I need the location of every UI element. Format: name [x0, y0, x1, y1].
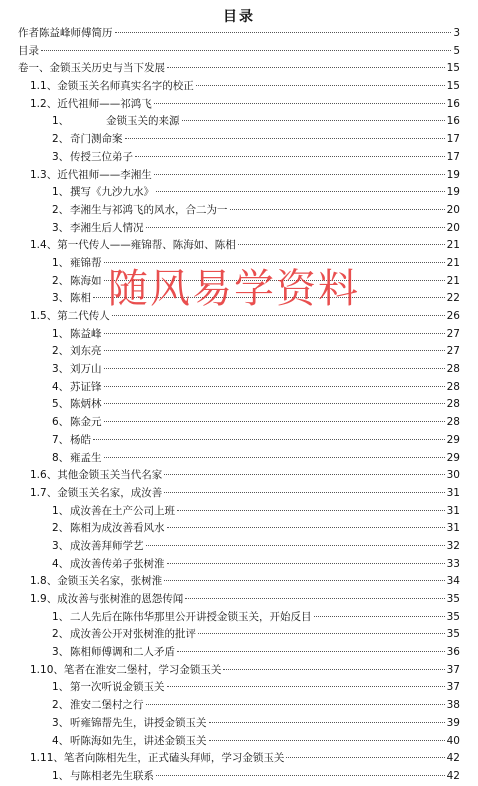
- toc-entry-page: 28: [446, 380, 460, 393]
- toc-entry[interactable]: [0, 697, 478, 715]
- table-of-contents: [0, 25, 478, 786]
- dot-leader: [104, 457, 445, 458]
- toc-entry[interactable]: [0, 733, 478, 751]
- dot-leader: [104, 368, 445, 369]
- toc-entry-number: 5、: [52, 398, 70, 411]
- toc-entry-number: 3、: [52, 363, 70, 376]
- toc-entry[interactable]: [0, 96, 478, 114]
- toc-entry[interactable]: [0, 591, 478, 609]
- dot-leader: [209, 722, 445, 723]
- dot-leader: [154, 103, 445, 104]
- toc-entry-title: 成汝善拜师学艺: [70, 539, 144, 552]
- dot-leader: [146, 227, 445, 228]
- dot-leader: [238, 244, 445, 245]
- toc-entry-title: 陈相: [70, 292, 91, 305]
- toc-entry-page: 5: [453, 44, 460, 57]
- toc-entry-page: 19: [446, 168, 460, 181]
- toc-entry[interactable]: [0, 131, 478, 149]
- toc-entry-title: 金锁玉关名家，成汝善: [57, 486, 163, 499]
- toc-entry-title: 卷一、金锁玉关历史与当下发展: [18, 62, 165, 75]
- toc-entry-number: 1.11、: [30, 752, 64, 765]
- toc-entry-page: 31: [446, 486, 460, 499]
- dot-leader: [167, 67, 445, 68]
- toc-entry[interactable]: [0, 43, 478, 61]
- toc-title: 目录: [223, 9, 255, 25]
- toc-entry-title: 目录: [18, 44, 39, 57]
- toc-entry-number: 2、: [52, 699, 70, 712]
- toc-entry-title: 杨皓: [70, 433, 91, 446]
- toc-entry-number: 1.7、: [30, 486, 58, 499]
- toc-entry-title: 李湘生后人情况: [70, 221, 144, 234]
- toc-entry-title: 陈益峰: [70, 327, 102, 340]
- dot-leader: [198, 633, 445, 634]
- toc-entry-title: 第一次听说金锁玉关: [70, 681, 165, 694]
- toc-entry-number: 1.1、: [30, 80, 58, 93]
- dot-leader: [196, 85, 445, 86]
- toc-entry-page: 38: [446, 699, 460, 712]
- toc-entry[interactable]: [0, 220, 478, 238]
- toc-entry-number: 3、: [52, 150, 70, 163]
- toc-entry-page: 28: [446, 363, 460, 376]
- toc-entry-number: 2、: [52, 628, 70, 641]
- toc-entry[interactable]: [0, 60, 478, 78]
- dot-leader: [41, 50, 451, 51]
- toc-entry-title: 李湘生与祁鸿飞的风水，合二为一: [70, 203, 228, 216]
- toc-entry-number: 2、: [52, 133, 70, 146]
- toc-entry[interactable]: [0, 503, 478, 521]
- toc-entry-title: 成汝善与张树淮的恩怨传闻: [57, 593, 184, 605]
- toc-entry-number: 3、: [52, 292, 70, 305]
- toc-entry[interactable]: [0, 113, 478, 131]
- toc-entry-number: 4、: [52, 380, 70, 393]
- toc-entry-page: 30: [446, 469, 460, 482]
- toc-entry-number: 2、: [52, 345, 70, 358]
- toc-entry-title: 近代祖师——祁鸿飞: [57, 97, 152, 110]
- toc-entry[interactable]: [0, 450, 478, 468]
- toc-entry-page: 16: [446, 115, 460, 128]
- dot-leader: [164, 492, 444, 493]
- toc-entry-title: 作者陈益峰师傅简历: [18, 27, 113, 39]
- dot-leader: [182, 120, 445, 121]
- toc-entry-title: 苏证锋: [70, 380, 102, 393]
- toc-entry[interactable]: [0, 343, 478, 361]
- dot-leader: [104, 403, 445, 404]
- toc-entry[interactable]: [0, 485, 478, 503]
- toc-entry-page: 27: [446, 327, 460, 340]
- toc-entry[interactable]: [0, 202, 478, 220]
- toc-entry-page: 20: [446, 221, 460, 234]
- toc-entry[interactable]: [0, 538, 478, 556]
- toc-entry-number: 1.5、: [30, 310, 58, 322]
- toc-entry[interactable]: [0, 556, 478, 574]
- toc-entry-page: 42: [446, 769, 460, 782]
- dot-leader: [156, 191, 445, 192]
- toc-entry-number: 1、: [52, 610, 70, 623]
- toc-entry-page: 26: [446, 310, 460, 322]
- dot-leader: [230, 209, 445, 210]
- dot-leader: [93, 439, 445, 440]
- toc-entry-page: 22: [446, 292, 460, 305]
- toc-entry-title: 淮安二堡村之行: [70, 699, 144, 712]
- dot-leader: [164, 474, 444, 475]
- toc-entry-title: 成汝善传弟子张树淮: [70, 557, 165, 570]
- toc-entry[interactable]: [0, 414, 478, 432]
- toc-entry-title: 陈金元: [70, 416, 102, 429]
- toc-entry-number: 3、: [52, 716, 70, 729]
- toc-entry-page: 33: [446, 557, 460, 570]
- toc-entry[interactable]: [0, 662, 478, 680]
- toc-entry-title: 传授三位弟子: [70, 150, 133, 163]
- toc-entry-page: 28: [446, 398, 460, 411]
- toc-entry-page: 21: [446, 239, 460, 252]
- toc-entry-number: 1.9、: [30, 593, 58, 605]
- toc-entry-title: 与陈相老先生联系: [70, 769, 154, 782]
- toc-entry[interactable]: [0, 467, 478, 485]
- toc-entry-page: 42: [446, 752, 460, 765]
- toc-entry-page: 39: [446, 716, 460, 729]
- toc-entry-number: 8、: [52, 451, 70, 464]
- toc-entry-number: 1、: [52, 186, 70, 199]
- toc-entry-title: 近代祖师——李湘生: [57, 168, 152, 181]
- toc-entry-page: 17: [446, 133, 460, 146]
- toc-entry[interactable]: [0, 361, 478, 379]
- toc-entry-page: 34: [446, 575, 460, 588]
- dot-leader: [112, 315, 445, 316]
- dot-leader: [146, 704, 445, 705]
- dot-leader: [167, 563, 445, 564]
- toc-entry-title: 雍孟生: [70, 451, 102, 464]
- dot-leader: [156, 775, 445, 776]
- toc-entry-page: 35: [446, 628, 460, 641]
- toc-entry-number: 1.4、: [30, 239, 58, 252]
- toc-entry-number: 7、: [52, 433, 70, 446]
- toc-entry-number: 1、: [52, 327, 70, 340]
- toc-entry[interactable]: [0, 626, 478, 644]
- toc-entry-title: 金锁玉关的来源: [106, 115, 180, 128]
- toc-entry[interactable]: [0, 432, 478, 450]
- toc-entry-page: 31: [446, 504, 460, 517]
- toc-entry-title: 第二代传人: [57, 310, 110, 322]
- toc-entry-page: 29: [446, 433, 460, 446]
- toc-entry-number: 1、: [52, 115, 70, 128]
- toc-entry[interactable]: [0, 379, 478, 397]
- toc-entry-page: 20: [446, 203, 460, 216]
- toc-entry[interactable]: [0, 573, 478, 591]
- toc-entry-page: 3: [453, 27, 460, 39]
- toc-entry[interactable]: [0, 750, 478, 768]
- toc-entry-title: 陈相师傅调和二人矛盾: [70, 646, 175, 659]
- dot-leader: [146, 545, 445, 546]
- toc-entry-page: 21: [446, 274, 460, 287]
- toc-entry-title: 奇门测命案: [70, 133, 123, 146]
- toc-entry-title: 金锁玉关名家，张树淮: [57, 575, 163, 588]
- toc-entry-title: 金锁玉关名师真实名字的校正: [57, 80, 194, 93]
- toc-entry-page: 15: [446, 80, 460, 93]
- toc-entry[interactable]: [0, 768, 478, 786]
- toc-entry-number: 4、: [52, 734, 70, 747]
- toc-entry[interactable]: [0, 326, 478, 344]
- toc-entry[interactable]: [0, 679, 478, 697]
- toc-entry-number: 3、: [52, 221, 70, 234]
- toc-entry-number: 1.3、: [30, 168, 58, 181]
- toc-entry-page: 35: [446, 610, 460, 623]
- toc-entry-title: 刘万山: [70, 363, 102, 376]
- toc-entry-title: 笔者向陈相先生，正式磕头拜师，学习金锁玉关: [63, 752, 285, 765]
- toc-entry-title: 成汝善公开对张树淮的批评: [70, 628, 196, 641]
- toc-entry[interactable]: [0, 715, 478, 733]
- dot-leader: [164, 580, 444, 581]
- toc-entry-title: 陈相为成汝善看风水: [70, 522, 165, 535]
- toc-entry-title: 第一代传人——雍锦帮、陈海如、陈相: [57, 239, 236, 252]
- toc-entry-number: 4、: [52, 557, 70, 570]
- toc-entry-number: 1.6、: [30, 469, 58, 482]
- toc-entry-page: 35: [446, 593, 460, 605]
- toc-entry-number: 2、: [52, 522, 70, 535]
- dot-leader: [177, 651, 445, 652]
- toc-entry-title: 听陈海如先生，讲述金锁玉关: [70, 734, 207, 747]
- toc-entry-page: 27: [446, 345, 460, 358]
- toc-entry-page: 31: [446, 522, 460, 535]
- watermark: 随风易学资料: [108, 266, 360, 312]
- toc-entry-page: 36: [446, 646, 460, 659]
- dot-leader: [314, 616, 445, 617]
- dot-leader: [104, 421, 445, 422]
- toc-entry-number: 1、: [52, 256, 70, 269]
- toc-entry-page: 15: [446, 62, 460, 75]
- toc-entry-title: 笔者在淮安二堡村，学习金锁玉关: [63, 663, 222, 676]
- toc-entry-page: 29: [446, 451, 460, 464]
- dot-leader: [154, 174, 445, 175]
- toc-entry-number: 1.8、: [30, 575, 58, 588]
- toc-entry-page: 19: [446, 186, 460, 199]
- toc-entry-title: 其他金锁玉关当代名家: [57, 469, 163, 482]
- dot-leader: [209, 740, 445, 741]
- dot-leader: [167, 686, 445, 687]
- dot-leader: [125, 138, 445, 139]
- toc-entry-number: 3、: [52, 539, 70, 552]
- dot-leader: [185, 598, 444, 599]
- toc-entry-page: 17: [446, 150, 460, 163]
- toc-entry-title: 刘东亮: [70, 345, 102, 358]
- toc-entry-page: 32: [446, 539, 460, 552]
- dot-leader: [104, 333, 445, 334]
- toc-entry-title: 陈炳林: [70, 398, 102, 411]
- toc-entry[interactable]: [0, 25, 478, 43]
- toc-entry[interactable]: [0, 167, 478, 185]
- toc-entry-title: 雍锦帮: [70, 256, 102, 269]
- toc-entry-title: 成汝善在土产公司上班: [70, 504, 175, 517]
- toc-entry-page: 28: [446, 416, 460, 429]
- toc-entry-number: 3、: [52, 646, 70, 659]
- toc-entry-title: 撰写《九沙九水》: [70, 186, 154, 199]
- toc-entry-number: 2、: [52, 203, 70, 216]
- toc-entry-page: 37: [446, 663, 460, 676]
- toc-entry-number: 1.10、: [30, 663, 64, 676]
- dot-leader: [167, 527, 445, 528]
- toc-entry[interactable]: [0, 520, 478, 538]
- toc-entry-number: 1、: [52, 504, 70, 517]
- toc-entry-title: 陈海如: [70, 274, 102, 287]
- toc-entry-number: 1、: [52, 681, 70, 694]
- toc-entry-number: 2、: [52, 274, 70, 287]
- dot-leader: [286, 757, 444, 758]
- toc-entry[interactable]: [0, 396, 478, 414]
- dot-leader: [223, 669, 444, 670]
- toc-entry-number: 6、: [52, 416, 70, 429]
- toc-entry-number: 1.2、: [30, 97, 58, 110]
- toc-entry[interactable]: [0, 644, 478, 662]
- toc-entry-page: 40: [446, 734, 460, 747]
- toc-entry[interactable]: [0, 237, 478, 255]
- toc-entry-number: 1、: [52, 769, 70, 782]
- dot-leader: [115, 32, 452, 33]
- toc-entry[interactable]: [0, 78, 478, 96]
- toc-entry-page: 37: [446, 681, 460, 694]
- dot-leader: [135, 156, 445, 157]
- dot-leader: [177, 510, 445, 511]
- toc-entry[interactable]: [0, 184, 478, 202]
- toc-entry-page: 21: [446, 256, 460, 269]
- dot-leader: [104, 386, 445, 387]
- toc-entry-page: 16: [446, 97, 460, 110]
- toc-entry[interactable]: [0, 149, 478, 167]
- toc-entry[interactable]: [0, 609, 478, 627]
- toc-entry-title: 二人先后在陈伟华那里公开讲授金锁玉关，开始反目: [70, 610, 312, 623]
- toc-entry-title: 听雍锦帮先生，讲授金锁玉关: [70, 716, 207, 729]
- dot-leader: [104, 350, 445, 351]
